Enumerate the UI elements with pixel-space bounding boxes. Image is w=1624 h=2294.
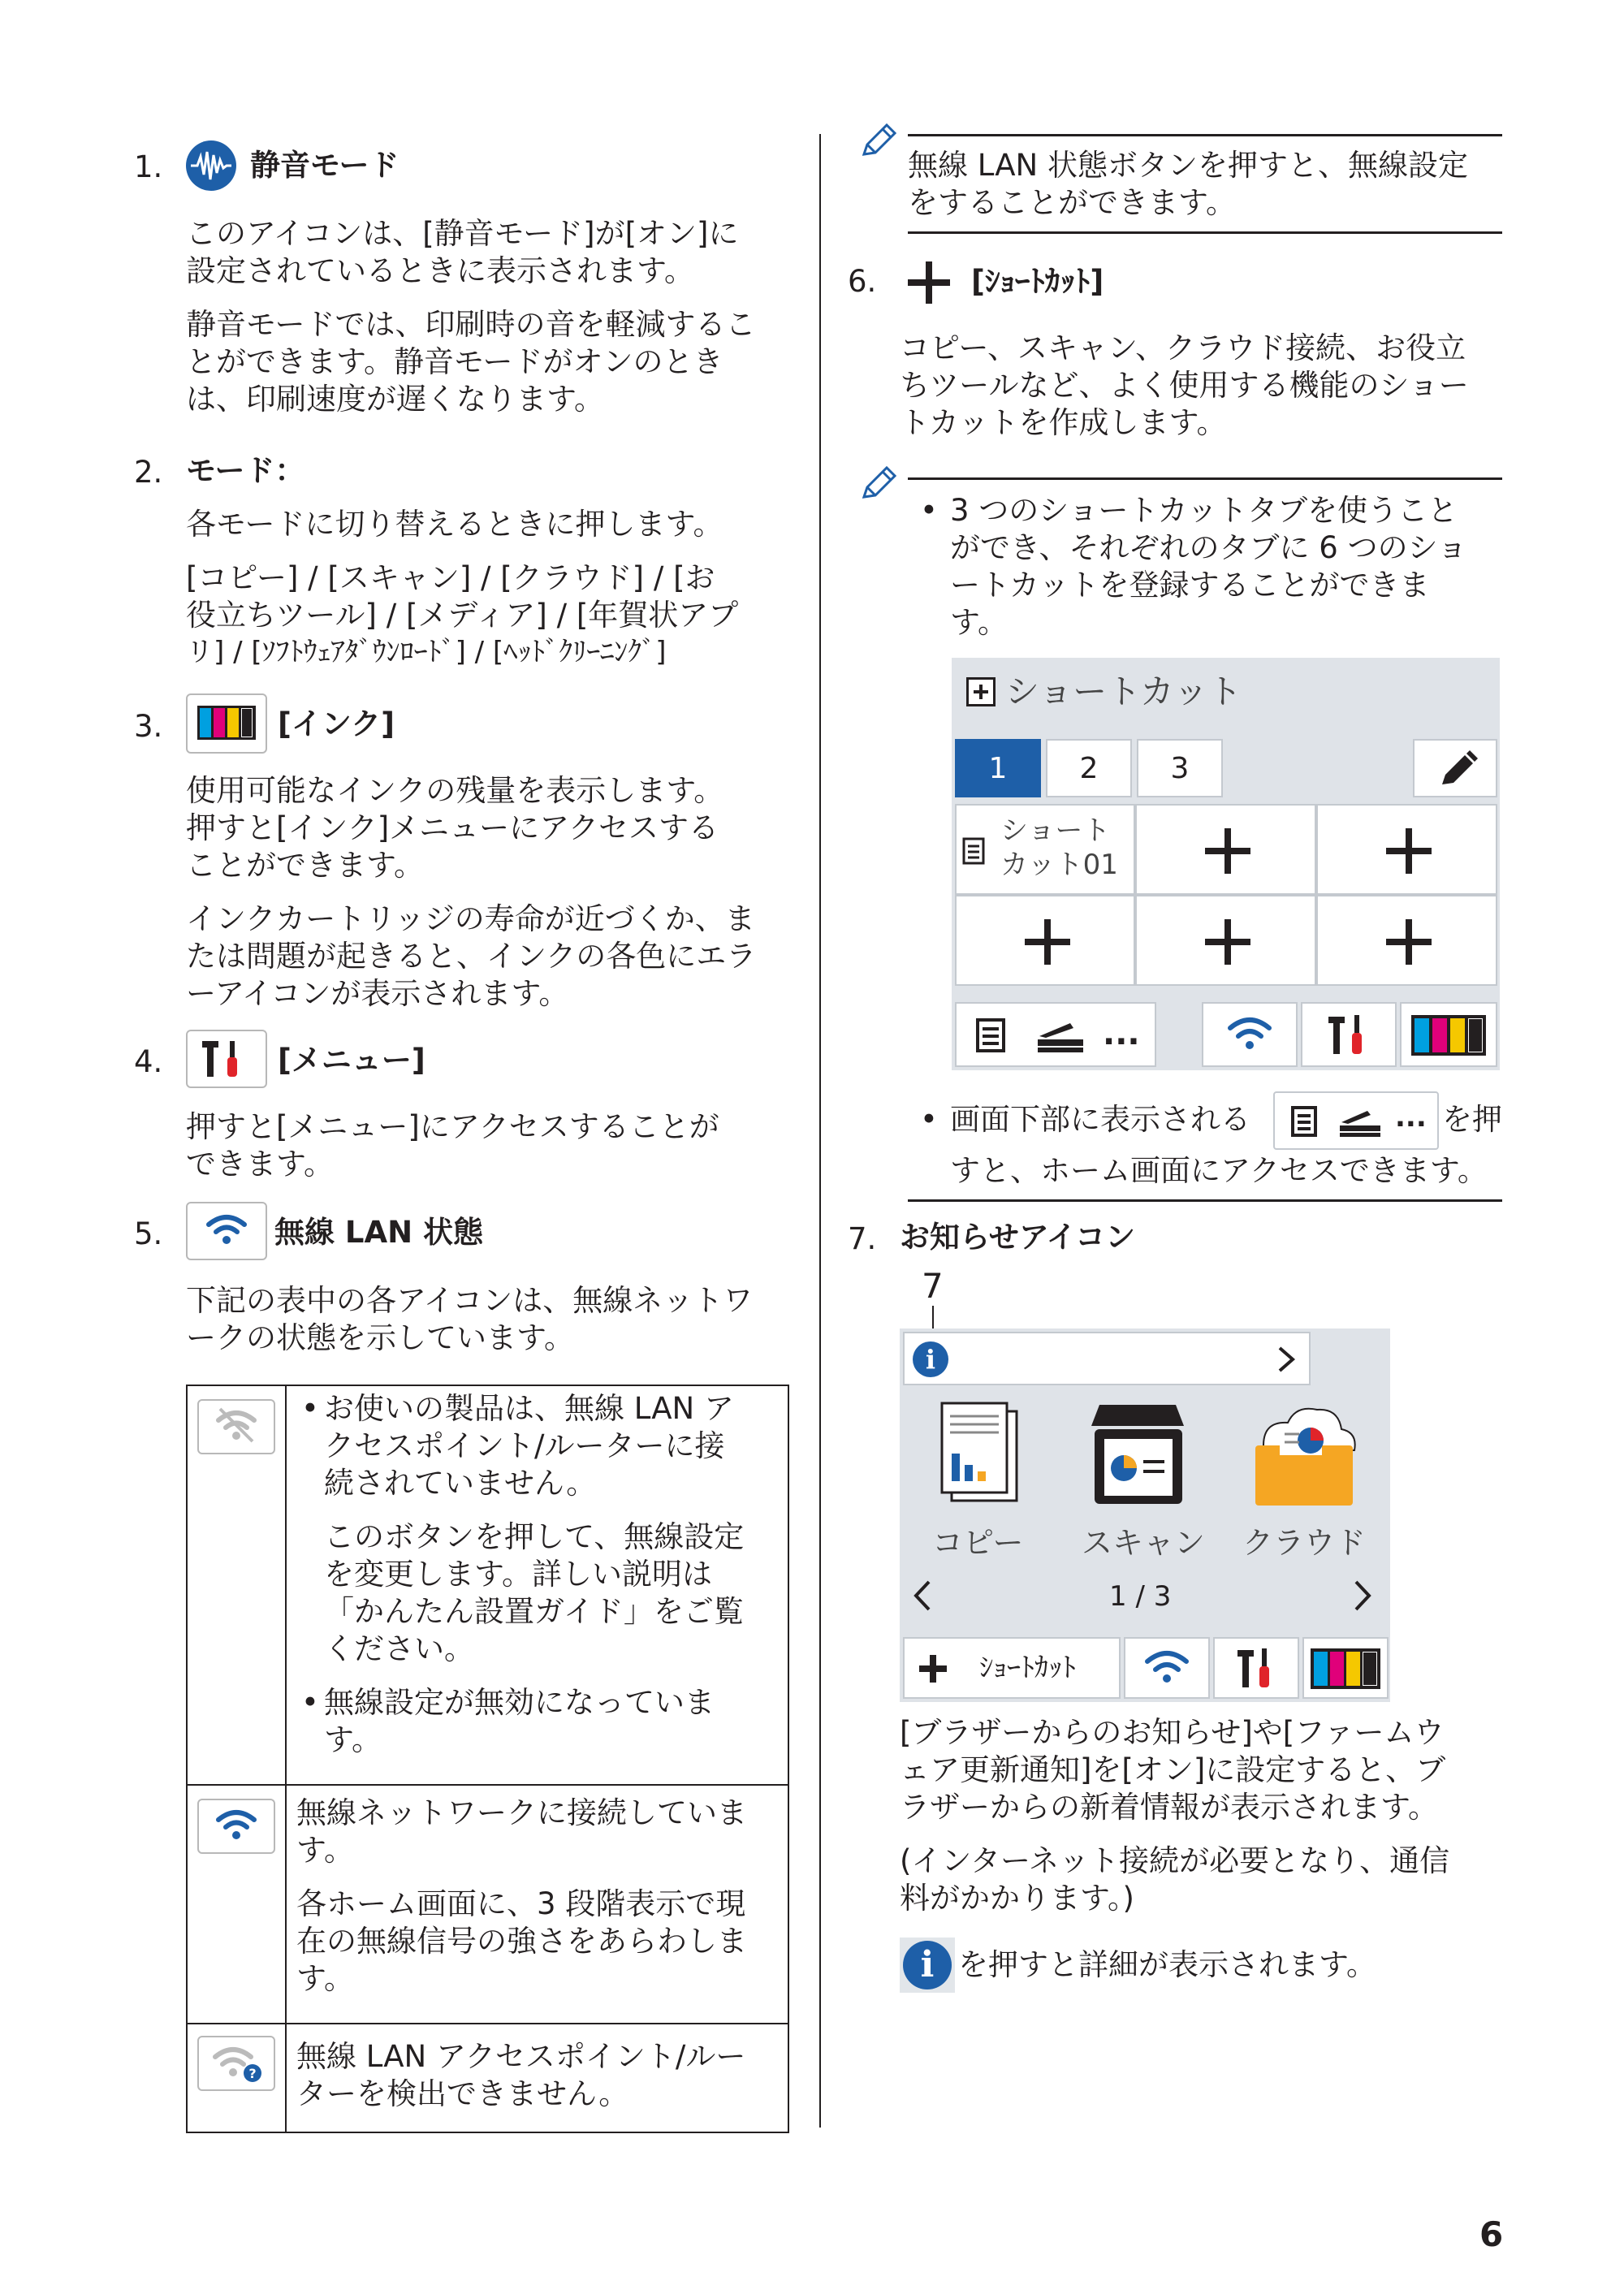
note-rule	[908, 477, 1502, 480]
add-shortcut-icon	[1386, 828, 1432, 874]
item-number: 2.	[134, 455, 163, 490]
scanner-icon	[1077, 1397, 1199, 1519]
more-dots: ...	[1103, 1015, 1140, 1052]
paragraph-line: ちツールなど、よく使用する機能のショー	[900, 368, 1469, 403]
scanner-icon	[1338, 1106, 1382, 1138]
wifi-search-icon	[197, 2036, 275, 2091]
note-pencil-icon	[857, 122, 898, 162]
table-text: ターを検出できません。	[296, 2076, 629, 2111]
description-cell: • お使いの製品は、無線 LAN ア クセスポイント/ルーターに接 続されていません。 このボタンを押して、無線設定 を変更します。詳しい説明は 「かんたん設置ガイド」をご覧 ください。 • 無線設定が無効になっていま す。	[286, 1385, 788, 1785]
shortcut-cell-empty[interactable]	[955, 895, 1135, 986]
shortcut-screen	[952, 658, 1500, 1070]
paragraph-line: このアイコンは、[静音モード]が[オン]に	[186, 216, 739, 251]
add-shortcut-icon	[1205, 828, 1250, 874]
shortcut-cell-01[interactable]	[955, 804, 1135, 895]
paragraph-line: リ] / [ｿﾌﾄｳｪｱﾀﾞｳﾝﾛｰﾄﾞ] / [ﾍｯﾄﾞｸﾘｰﾆﾝｸﾞ]	[186, 636, 667, 668]
plus-icon	[919, 1655, 947, 1683]
wifi-icon	[186, 1202, 267, 1260]
shortcut-label: ショート	[1000, 814, 1111, 847]
pencil-icon	[1415, 741, 1496, 796]
menu-button[interactable]	[1213, 1637, 1299, 1699]
tab-1[interactable]: 1	[955, 739, 1041, 797]
paragraph-line: トカットを作成します。	[900, 405, 1227, 440]
table-text: 各ホーム画面に、3 段階表示で現	[296, 1886, 746, 1921]
shortcut-title-plus-icon	[966, 677, 996, 706]
paragraph-line: [ブラザーからのお知らせ]や[ファームウ	[900, 1715, 1445, 1750]
cloud-app[interactable]	[1239, 1397, 1369, 1519]
table-text: 無線ネットワークに接続していま	[296, 1795, 747, 1830]
wifi-icon	[1203, 1004, 1296, 1065]
edit-button[interactable]	[1413, 739, 1497, 797]
chevron-right-icon[interactable]	[1351, 1577, 1376, 1614]
shortcut-plus-icon	[908, 261, 950, 304]
shortcut-cell-empty[interactable]	[1316, 804, 1497, 895]
ink-button[interactable]	[1302, 1637, 1389, 1699]
ink-icon	[1311, 1648, 1380, 1689]
paragraph-line: 下記の表中の各アイコンは、無線ネットワ	[186, 1283, 754, 1318]
description-cell	[286, 1785, 788, 2024]
item-title: モード：	[186, 453, 305, 488]
paragraph-line: 役立ちツール] / [メディア] / [年賀状アプ	[186, 598, 739, 633]
shortcut-cell-empty[interactable]	[1316, 895, 1497, 986]
note-text: すと、ホーム画面にアクセスできます。	[950, 1153, 1488, 1188]
paragraph-line: たは問題が起きると、インクの各色にエラ	[186, 939, 757, 974]
item-title: [ｼｮｰﾄｶｯﾄ]	[971, 264, 1104, 299]
note-rule	[908, 1199, 1502, 1202]
note-rule	[908, 231, 1502, 234]
cloud-folder-icon	[1239, 1397, 1369, 1519]
shortcut-cell-empty[interactable]	[1135, 895, 1316, 986]
info-icon: i	[900, 1938, 955, 1993]
paragraph-line: ことができます。	[186, 848, 425, 883]
notification-bar[interactable]	[903, 1332, 1311, 1385]
ink-icon	[1411, 1015, 1486, 1056]
table-text: お使いの製品は、無線 LAN ア	[324, 1391, 734, 1426]
paragraph-line: コピー、スキャン、クラウド接続、お役立	[900, 330, 1466, 365]
table-text: 無線 LAN アクセスポイント/ルー	[296, 2039, 746, 2074]
note-text: をすることができます。	[908, 185, 1237, 220]
paragraph-line: を押すと詳細が表示されます。	[958, 1947, 1377, 1982]
table-text: す。	[296, 1961, 355, 1996]
paragraph-line: [コピー] / [スキャン] / [クラウド] / [お	[186, 560, 715, 595]
table-text: 続されていません。	[324, 1466, 597, 1501]
note-text: ができ、それぞれのタブに 6 つのショ	[950, 530, 1467, 565]
paragraph-line: 設定されているときに表示されます。	[186, 253, 695, 288]
paragraph-line: 静音モードでは、印刷時の音を軽減するこ	[186, 307, 756, 342]
paragraph-line: 料がかかります。)	[900, 1881, 1134, 1916]
tools-icon	[1302, 1004, 1395, 1065]
item-title: お知らせアイコン	[900, 1220, 1136, 1255]
wifi-button[interactable]	[1124, 1637, 1210, 1699]
paragraph-line: 各モードに切り替えるときに押します。	[186, 507, 723, 542]
item-title: 静音モード	[250, 148, 400, 183]
add-shortcut-icon	[1205, 919, 1250, 965]
note-text: す。	[950, 605, 1009, 640]
chevron-right-icon	[1273, 1343, 1298, 1376]
item-number: 3.	[134, 709, 163, 744]
paragraph-line: (インターネット接続が必要となり、通信	[900, 1843, 1450, 1878]
home-screen	[900, 1328, 1390, 1702]
paragraph-line: インクカートリッジの寿命が近づくか、ま	[186, 901, 755, 936]
note-text: ートカットを登録することができま	[950, 568, 1430, 603]
shortcut-label: カット01	[1000, 849, 1118, 881]
description-cell	[286, 2024, 788, 2132]
shortcut-cell-empty[interactable]	[1135, 804, 1316, 895]
info-icon: i	[913, 1341, 948, 1377]
wifi-button[interactable]	[1202, 1002, 1298, 1067]
table-text: を変更します。詳しい説明は	[324, 1557, 713, 1592]
scanner-icon	[1034, 1018, 1086, 1054]
app-label: スキャン	[1082, 1525, 1206, 1561]
item-title: [インク]	[278, 706, 395, 741]
paragraph-line: できます。	[186, 1147, 335, 1182]
table-text: クセスポイント/ルーターに接	[324, 1428, 725, 1463]
page-number: 6	[1479, 2214, 1504, 2254]
add-shortcut-icon	[1386, 919, 1432, 965]
note-text: 3 つのショートカットタブを使うこと	[950, 493, 1458, 528]
tab-2[interactable]: 2	[1046, 739, 1132, 797]
note-rule	[908, 134, 1502, 136]
chevron-left-icon[interactable]	[909, 1577, 934, 1614]
wifi-off-icon	[197, 1399, 275, 1454]
item-number: 1.	[134, 149, 163, 184]
paragraph-line: ラザーからの新着情報が表示されます。	[900, 1790, 1439, 1825]
app-label: コピー	[932, 1525, 1024, 1561]
wireless-status-table	[186, 1385, 789, 2133]
note-text: 無線 LAN 状態ボタンを押すと、無線設定	[908, 148, 1468, 183]
note-text: を押	[1442, 1102, 1502, 1137]
table-text: 在の無線信号の強さをあらわしま	[296, 1924, 747, 1959]
more-dots: ...	[1395, 1101, 1427, 1134]
item-number: 4.	[134, 1044, 163, 1079]
paragraph-line: 使用可能なインクの残量を表示します。	[186, 773, 724, 808]
shortcut-label: ｼｮｰﾄｶｯﾄ	[979, 1652, 1076, 1684]
item-number: 5.	[134, 1216, 163, 1251]
icon-cell	[187, 1785, 286, 2024]
wifi-icon	[1125, 1639, 1208, 1697]
item-title: [メニュー]	[278, 1043, 425, 1078]
paragraph-line: 押すと[インク]メニューにアクセスする	[186, 810, 719, 845]
ink-icon	[186, 693, 267, 754]
icon-cell	[187, 2024, 286, 2132]
paragraph-line: ークの状態を示しています。	[186, 1320, 575, 1355]
item-title: 無線 LAN 状態	[274, 1215, 483, 1250]
page-indicator: 1 / 3	[1109, 1580, 1172, 1613]
wifi-connected-icon	[197, 1799, 275, 1854]
document-icon	[961, 836, 987, 867]
item-number: 6.	[848, 264, 877, 299]
paragraph-line: 押すと[メニュー]にアクセスすることが	[186, 1109, 719, 1144]
item-number: 7.	[848, 1221, 877, 1256]
paragraph-line: は、印刷速度が遅くなります。	[186, 382, 605, 417]
home-button-inline	[1273, 1091, 1439, 1150]
callout-number: 7	[922, 1266, 944, 1306]
table-text: 無線設定が無効になっていま	[324, 1685, 715, 1720]
table-text: す。	[324, 1722, 382, 1757]
paragraph-line: ェア更新通知]を[オン]に設定すると、ブ	[900, 1752, 1446, 1787]
app-label: クラウド	[1242, 1525, 1367, 1561]
copy-icon	[924, 1397, 1046, 1519]
tab-3[interactable]: 3	[1137, 739, 1223, 797]
table-text: 「かんたん設置ガイド」をご覧	[324, 1594, 744, 1629]
home-button[interactable]	[955, 1002, 1156, 1067]
note-pencil-icon	[857, 464, 898, 505]
table-text: ください。	[324, 1631, 474, 1666]
quiet-mode-icon	[186, 140, 236, 191]
paragraph-line: とができます。静音モードがオンのとき	[186, 344, 723, 379]
tools-icon	[186, 1030, 267, 1088]
svg-text:?: ?	[248, 2066, 257, 2081]
icon-cell	[187, 1385, 286, 1785]
table-text: このボタンを押して、無線設定	[324, 1519, 745, 1554]
note-text: 画面下部に表示される	[950, 1102, 1250, 1137]
shortcut-button[interactable]	[903, 1637, 1121, 1699]
document-icon	[974, 1017, 1010, 1056]
tools-icon	[1215, 1639, 1298, 1697]
menu-button[interactable]	[1301, 1002, 1397, 1067]
ink-button[interactable]	[1400, 1002, 1497, 1067]
screen-title: ショートカット	[1005, 672, 1242, 711]
add-shortcut-icon	[1025, 919, 1070, 965]
column-divider	[819, 134, 821, 2128]
scan-app[interactable]	[1077, 1397, 1199, 1519]
document-icon	[1289, 1104, 1322, 1138]
table-text: す。	[296, 1833, 355, 1868]
paragraph-line: ーアイコンが表示されます。	[186, 976, 569, 1011]
